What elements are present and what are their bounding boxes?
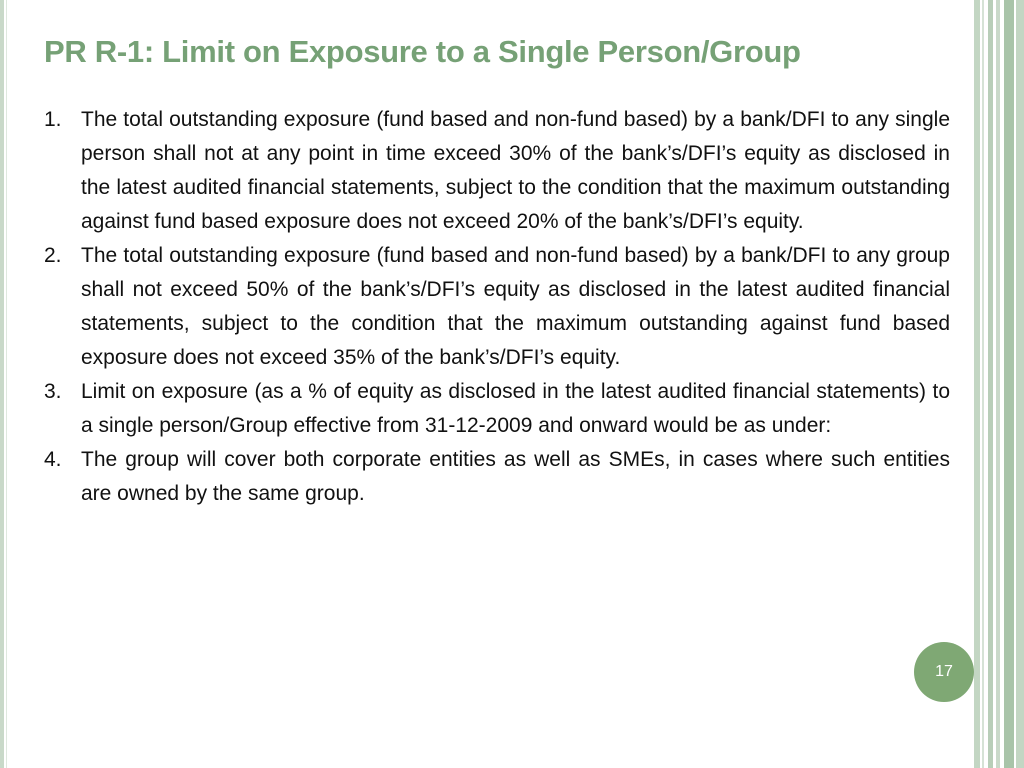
list-item bbox=[44, 239, 950, 375]
list-item-text: Limit on exposure (as a % of equity as disclosed in the latest audited financial statements) to a single person/Group effective from 31-12-2009 and onward would be as under: bbox=[81, 380, 950, 437]
left-border-line bbox=[6, 0, 7, 768]
list-item bbox=[44, 443, 950, 511]
slide-title: PR R-1: Limit on Exposure to a Single Person/Group bbox=[44, 34, 801, 69]
list-item bbox=[44, 103, 950, 239]
right-border-stripe bbox=[974, 0, 980, 768]
list-item-number: 1. bbox=[44, 108, 62, 131]
left-border-stripe bbox=[0, 0, 4, 768]
right-border-stripe bbox=[1016, 0, 1024, 768]
list-item-number: 4. bbox=[44, 448, 62, 471]
right-border-stripe bbox=[996, 0, 1000, 768]
list-item-number: 2. bbox=[44, 244, 62, 267]
list-item-number: 3. bbox=[44, 380, 62, 403]
numbered-list bbox=[44, 103, 950, 511]
right-border-band bbox=[974, 0, 1024, 768]
list-item bbox=[44, 375, 950, 443]
list-item-text: The group will cover both corporate entities as well as SMEs, in cases where such entities are owned by the same group. bbox=[81, 448, 950, 505]
list-item-text: The total outstanding exposure (fund based and non-fund based) by a bank/DFI to any single person shall not at any point in time exceed 30% of the bank’s/DFI’s equity as disclosed in the latest audited financial statements, subject to the condition that the maximum outstanding against fund based exposure does not exceed 20% of the bank’s/DFI’s equity. bbox=[81, 108, 950, 233]
right-border-stripe bbox=[1004, 0, 1014, 768]
right-border-stripe bbox=[982, 0, 984, 768]
right-border-stripe bbox=[988, 0, 993, 768]
list-item-text: The total outstanding exposure (fund based and non-fund based) by a bank/DFI to any group shall not exceed 50% of the bank’s/DFI’s equity as disclosed in the latest audited financial statements, subject to the condition that the maximum outstanding against fund based exposure does not exceed 35% of the bank’s/DFI’s equity. bbox=[81, 244, 950, 369]
page-number-badge: 17 bbox=[914, 642, 974, 702]
